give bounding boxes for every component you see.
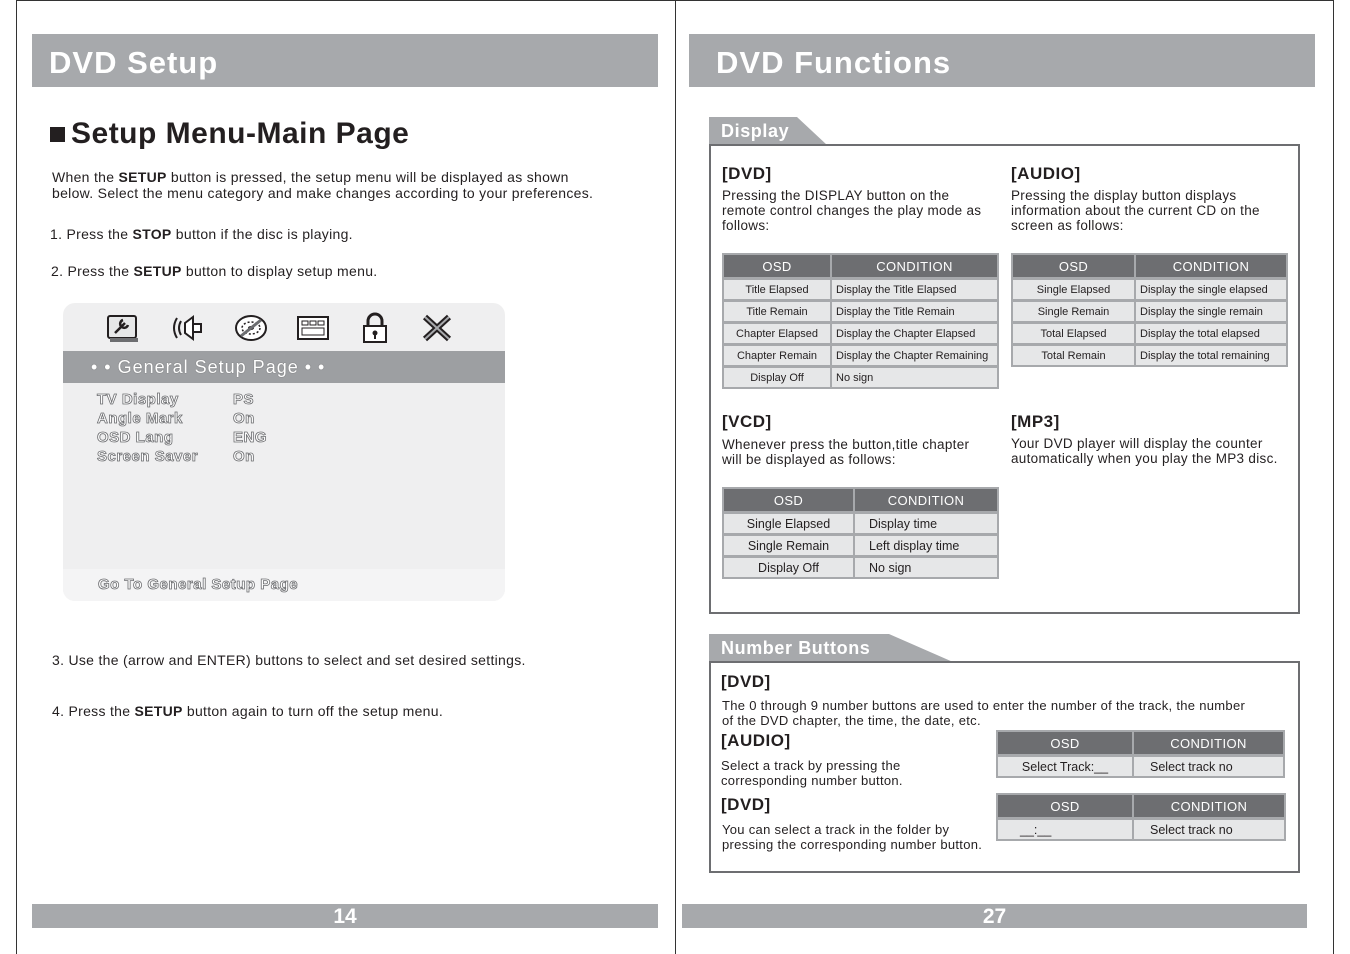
num-audio-osd-table [996,730,1285,778]
table-header-cell: OSD [724,255,832,277]
exit-icon [419,311,455,345]
table-row [724,555,997,577]
table-header-row [998,732,1283,754]
general-setup-icon [105,311,141,345]
table-cell: Display the single elapsed [1136,277,1286,299]
table-cell: Display the Title Remain [832,299,997,321]
table-cell: Single Elapsed [724,511,855,533]
table-row [1013,343,1286,365]
vcd-description: Whenever press the button,title chapter will be displayed as follows: [722,437,970,467]
bullet-square-icon [50,127,65,142]
mp3-description: Your DVD player will display the counter automatically when you play the MP3 disc. [1011,436,1278,466]
table-row [1013,299,1286,321]
table-cell: Single Elapsed [1013,277,1136,299]
table-cell: Display the single remain [1136,299,1286,321]
table-header-cell: OSD [998,732,1134,754]
table-header-cell: CONDITION [1136,255,1286,277]
page-right-rule [1333,0,1334,954]
table-header-row [724,489,997,511]
table-header-cell: CONDITION [1134,732,1283,754]
table-row [724,343,997,365]
setup-menu-screenshot [63,303,505,601]
table-header-cell: OSD [724,489,855,511]
table-header-row [1013,255,1286,277]
page-number-27: 27 [682,904,1307,928]
setup-menu-main-page-title [50,117,409,151]
step-2: 2. Press the SETUP button to display setup menu. [51,263,378,279]
table-cell: Display the Chapter Remaining [832,343,997,365]
table-header-row [998,795,1284,817]
table-cell: Total Elapsed [1013,321,1136,343]
menu-row-osd-lang: OSD Lang ENG [97,429,268,446]
dvd-description: Pressing the DISPLAY button on the remote control changes the play mode as follows: [722,188,982,233]
intro-paragraph: When the SETUP button is pressed, the setup menu will be displayed as shown below. Select the menu category and make changes according to your preferences. [52,169,594,201]
table-row [724,533,997,555]
page-left-rule [16,0,17,954]
audio-osd-table [1011,253,1288,367]
menu-row-screen-saver: Screen Saver On [97,448,255,465]
table-cell: Display the total remaining [1136,343,1286,365]
table-cell: Single Remain [724,533,855,555]
dvd-osd-table [722,253,999,389]
num-audio-description: Select a track by pressing the corresponding number button. [721,758,903,788]
num-audio-heading: [AUDIO] [721,731,791,750]
table-cell: Display Off [724,555,855,577]
step-4: 4. Press the SETUP button again to turn off the setup menu. [52,703,444,719]
dvd-functions-banner: DVD Functions [689,34,1315,87]
table-cell: Select track no [1134,754,1283,776]
table-cell: Chapter Remain [724,343,832,365]
dvd-heading: [DVD] [722,164,772,183]
password-lock-icon [357,311,393,345]
vcd-heading: [VCD] [722,412,772,431]
table-cell: Display time [855,511,997,533]
table-row [998,817,1284,839]
table-cell: Left display time [855,533,997,555]
table-cell: __:__ [998,817,1134,839]
table-row [724,365,997,387]
display-tab: Display [709,117,829,145]
table-cell: Select Track:__ [998,754,1134,776]
dvd-setup-banner: DVD Setup [32,34,658,87]
table-cell: Total Remain [1013,343,1136,365]
menu-row-tv-display: TV Display PS [97,391,255,408]
page-center-fold [675,0,676,954]
table-row [724,277,997,299]
step-1: 1. Press the STOP button if the disc is playing. [50,226,353,242]
table-header-row [724,255,997,277]
num-dvd2-description: You can select a track in the folder by pressing the corresponding number button. [722,822,983,852]
table-header-cell: OSD [998,795,1134,817]
table-cell: Select track no [1134,817,1284,839]
num-dvd2-heading: [DVD] [721,795,771,814]
table-cell: No sign [832,365,997,387]
table-cell: Display the Title Elapsed [832,277,997,299]
video-setup-icon [295,311,331,345]
table-cell: Display the Chapter Elapsed [832,321,997,343]
menu-footer-text: Go To General Setup Page [98,576,299,593]
table-cell: Display the total elapsed [1136,321,1286,343]
number-buttons-tab: Number Buttons [709,634,959,662]
vcd-osd-table [722,487,999,579]
num-dvd-heading: [DVD] [721,672,771,691]
table-cell: Chapter Elapsed [724,321,832,343]
menu-row-angle-mark: Angle Mark On [97,410,255,427]
mp3-heading: [MP3] [1011,412,1060,431]
table-cell: Title Remain [724,299,832,321]
table-row [1013,277,1286,299]
num-dvd2-osd-table [996,793,1286,841]
table-row [724,321,997,343]
table-cell: Title Elapsed [724,277,832,299]
table-cell: No sign [855,555,997,577]
step-3: 3. Use the (arrow and ENTER) buttons to select and set desired settings. [52,652,526,668]
table-header-cell: CONDITION [1134,795,1284,817]
table-cell: Display Off [724,365,832,387]
table-row [1013,321,1286,343]
table-row [724,299,997,321]
num-dvd-description: The 0 through 9 number buttons are used to enter the number of the track, the number of the DVD chapter, the time, the date, etc. [722,698,1246,728]
menu-icon-bar [63,303,505,351]
table-header-cell: CONDITION [832,255,997,277]
table-row [724,511,997,533]
general-setup-page-header: • • General Setup Page • • [63,351,505,383]
menu-footer [63,569,505,601]
table-cell: Single Remain [1013,299,1136,321]
audio-description: Pressing the display button displays information about the current CD on the screen as follows: [1011,188,1260,233]
table-header-cell: OSD [1013,255,1136,277]
table-row [998,754,1283,776]
audio-setup-icon [171,311,207,345]
audio-heading: [AUDIO] [1011,164,1081,183]
page-number-14: 14 [32,904,658,928]
dolby-setup-icon [233,311,269,345]
section-title-text: Setup Menu-Main Page [71,117,410,150]
table-header-cell: CONDITION [855,489,997,511]
